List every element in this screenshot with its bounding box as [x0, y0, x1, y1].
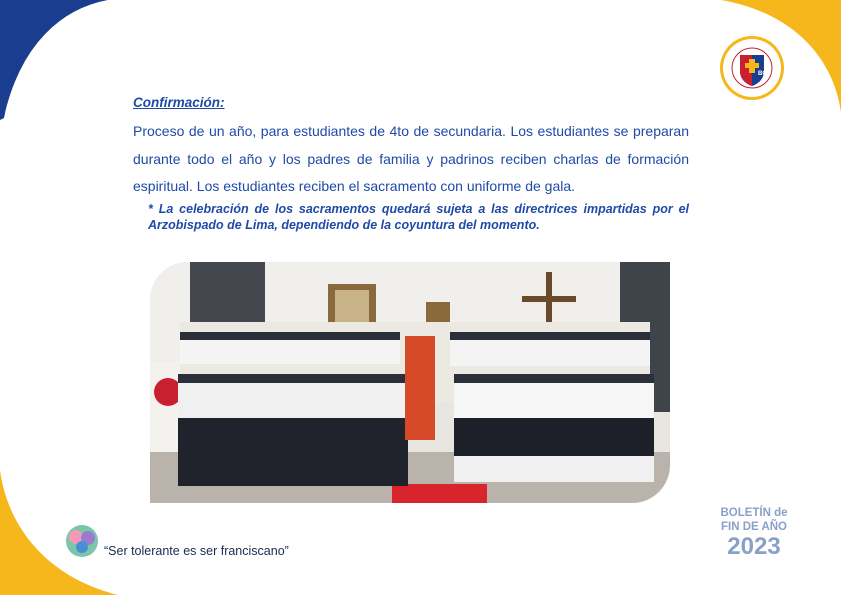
top-left-navy-shape	[0, 0, 118, 120]
bulletin-line-2: FIN DE AÑO	[720, 521, 788, 533]
section-note: * La celebración de los sacramentos quedará sujeta a las directrices impartidas por el Arzobispado de Lima, dependiendo de la coyuntura del momento.	[148, 202, 689, 232]
bulletin-label	[712, 506, 796, 560]
franciscan-emblem-icon	[62, 523, 102, 559]
footer-motto: “Ser tolerante es ser franciscano”	[104, 544, 289, 558]
bottom-left-corner-decoration	[0, 470, 120, 595]
crest-letters: BC	[758, 71, 767, 77]
school-crest-logo	[719, 35, 785, 101]
bulletin-line-1: BOLETÍN de	[720, 507, 788, 519]
bulletin-year: 2023	[727, 533, 781, 560]
section-body-text: Proceso de un año, para estudiantes de 4to de secundaria. Los estudiantes se preparan durante todo el año y los padres de familia y padrinos reciben charlas de formación espiritual. Los estudiantes reciben el sacramento con uniforme de gala.	[133, 123, 689, 194]
section-heading: Confirmación:	[133, 95, 225, 110]
confirmation-group-photo	[150, 262, 670, 503]
top-left-corner-decoration	[0, 0, 120, 130]
